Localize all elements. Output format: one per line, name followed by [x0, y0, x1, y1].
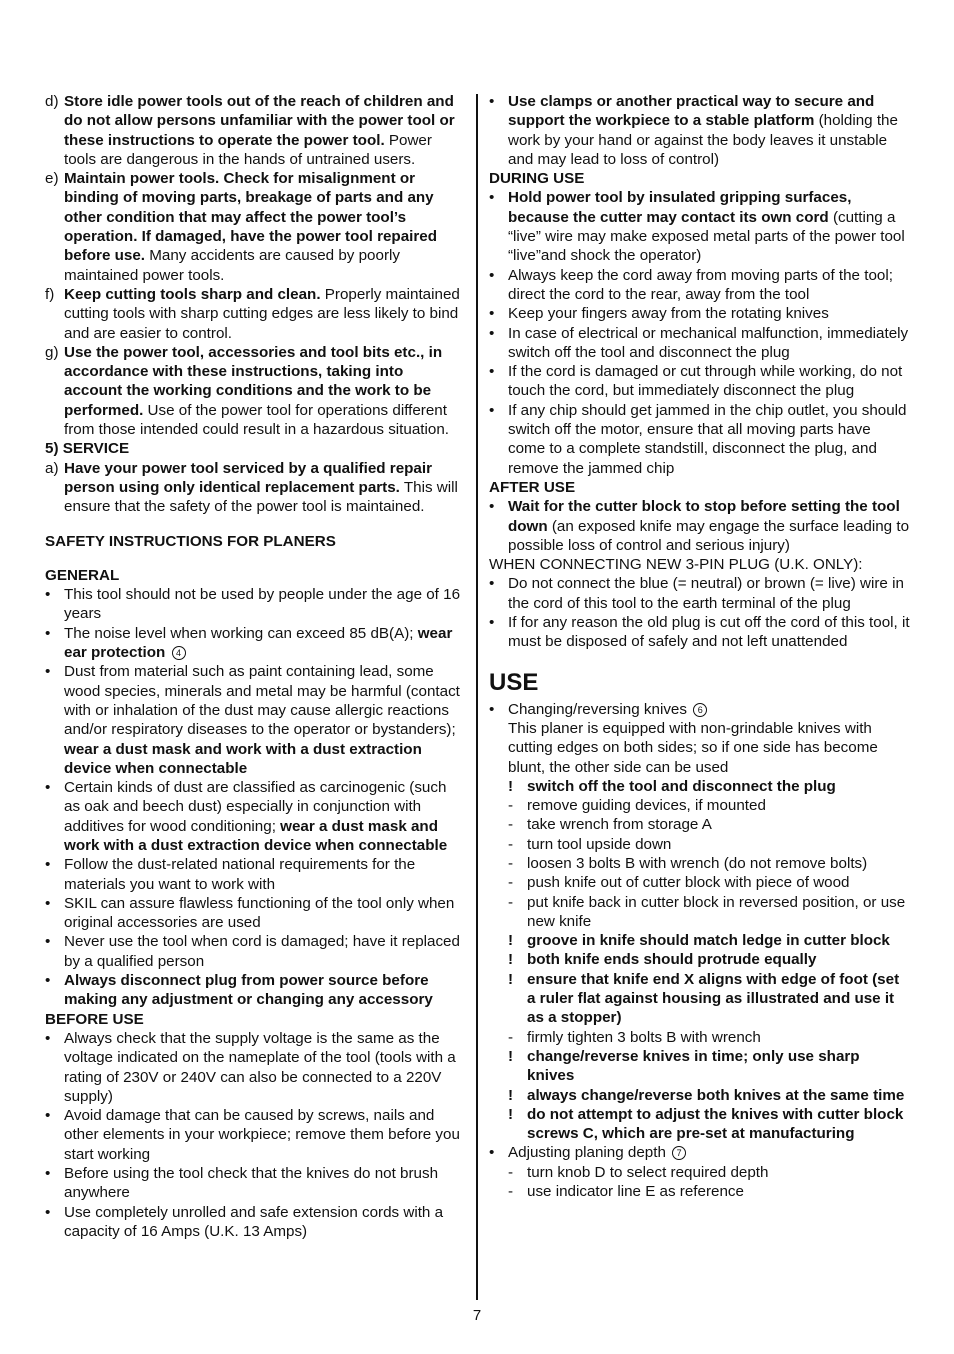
- list-item-a: a) Have your power tool serviced by a qualified repair person using only identical replacement parts. This will ensure that the safety of the power tool is maintained.: [45, 459, 458, 516]
- figure-ref-icon: 6: [693, 703, 707, 717]
- list-item: • Certain kinds of dust are classified as carcinogenic (such as oak and beech dust) especially in conjunction with additives for wood conditioning; wear a dust mask and work with a dust extraction device when connectable: [45, 779, 448, 854]
- list-item: • Always check that the supply voltage is the same as the voltage indicated on the nameplate of the tool (tools with a rating of 230V or 240V can also be connected to a 220V supply): [45, 1029, 456, 1105]
- list-item: • Use clamps or another practical way to secure and support the workpiece to a stable platform (holding the work by your hand or against the body leaves it unstable and may lead to loss of control): [489, 93, 898, 168]
- list-item: • Keep your fingers away from the rotating knives: [489, 305, 829, 323]
- list-item: • If the cord is damaged or cut through while working, do not touch the cord, but immediately disconnect the plug: [489, 363, 903, 400]
- column-divider: [476, 94, 478, 1300]
- list-item-g: g) Use the power tool, accessories and tool bits etc., in accordance with these instructions, taking into account the working conditions and the work to be performed. Use of the power tool for operations different from those intended could result in a hazardous situation.: [45, 343, 449, 439]
- list-item: • The noise level when working can exceed 85 dB(A); wear ear protection 4: [45, 624, 453, 662]
- warning-step: ! change/reverse knives in time; only use sharp knives: [508, 1047, 860, 1085]
- list-item: • Always disconnect plug from power source before making any adjustment or changing any accessory: [45, 972, 433, 1009]
- step-item: - take wrench from storage A: [508, 816, 712, 834]
- warning-step: ! always change/reverse both knives at the same time: [508, 1086, 905, 1104]
- list-item: • In case of electrical or mechanical malfunction, immediately switch off the tool and disconnect the plug: [489, 324, 909, 361]
- step-item: - use indicator line E as reference: [508, 1183, 744, 1201]
- list-item-e: e) Maintain power tools. Check for misalignment or binding of moving parts, breakage of parts and any other condition that may affect the power tool’s operation. If damaged, have the power tool repaired before use. Many accidents are caused by poorly maintained power tools.: [45, 170, 438, 284]
- service-heading: 5) SERVICE: [45, 440, 130, 458]
- knife-steps: [489, 777, 911, 1144]
- list-item: • This tool should not be used by people under the age of 16 years: [45, 586, 461, 623]
- step-item: - loosen 3 bolts B with wrench (do not remove bolts): [508, 854, 868, 872]
- list-item: • Dust from material such as paint containing lead, some wood species, minerals and metal may be harmful (contact with or inhalation of the dust may cause allergic reactions and/or respiratory diseases to the operator or bystanders); wear a dust mask and work with a dust extraction device when connectable: [45, 663, 460, 777]
- list-item: • Do not connect the blue (= neutral) or brown (= live) wire in the cord of this tool to the earth terminal of the plug: [489, 575, 904, 612]
- plug-heading: WHEN CONNECTING NEW 3-PIN PLUG (U.K. ONLY):: [489, 556, 863, 574]
- list-item: • If for any reason the old plug is cut off the cord of this tool, it must be disposed of safely and not left unattended: [489, 614, 910, 651]
- during-use-heading: DURING USE: [489, 170, 585, 188]
- step-item: - turn knob D to select required depth: [508, 1163, 769, 1181]
- list-item: • Never use the tool when cord is damaged; have it replaced by a qualified person: [45, 933, 460, 970]
- list-item-f: f) Keep cutting tools sharp and clean. Properly maintained cutting tools with sharp cutting edges are less likely to bind and are easier to control.: [45, 285, 460, 342]
- step-item: - turn tool upside down: [508, 835, 672, 853]
- list-item: • Avoid damage that can be caused by screws, nails and other elements in your workpiece; remove them before you start working: [45, 1107, 460, 1163]
- figure-ref-icon: 7: [672, 1146, 686, 1160]
- general-heading: GENERAL: [45, 566, 120, 584]
- left-column: [45, 92, 465, 1241]
- warning-step: ! groove in knife should match ledge in cutter block: [508, 932, 890, 950]
- use-heading: USE: [489, 668, 539, 696]
- figure-ref-icon: 4: [172, 646, 186, 660]
- warning-step: ! both knife ends should protrude equally: [508, 951, 817, 969]
- list-item: • Wait for the cutter block to stop before setting the tool down (an exposed knife may engage the surface leading to possible loss of control and serious injury): [489, 498, 910, 554]
- step-item: - push knife out of cutter block with piece of wood: [508, 874, 850, 892]
- list-item: • Follow the dust-related national requirements for the materials you want to work with: [45, 856, 416, 893]
- list-item: • Hold power tool by insulated gripping surfaces, because the cutter may contact its own cord (cutting a “live” wire may make exposed metal parts of the power tool “live”and shock the operator): [489, 189, 905, 265]
- list-item: • Adjusting planing depth 7: [489, 1143, 911, 1162]
- list-item: • Before using the tool check that the knives do not brush anywhere: [45, 1165, 439, 1202]
- knives-description: This planer is equipped with non-grindable knives with cutting edges on both sides; so if one side has become blunt, the other side can be used: [508, 719, 878, 776]
- warning-step: ! do not attempt to adjust the knives with cutter block screws C, which are pre-set at manufacturing: [508, 1105, 904, 1143]
- warning-step: ! switch off the tool and disconnect the plug: [508, 777, 836, 795]
- right-column: [489, 92, 911, 1201]
- step-item: - put knife back in cutter block in reversed position, or use new knife: [508, 893, 906, 930]
- step-item: - remove guiding devices, if mounted: [508, 797, 766, 815]
- list-item: • Changing/reversing knives 6: [489, 700, 911, 719]
- step-item: - firmly tighten 3 bolts B with wrench: [508, 1028, 761, 1046]
- warning-step: ! ensure that knife end X aligns with edge of foot (set a ruler flat against housing as illustrated and use it as a stopper): [508, 970, 900, 1027]
- before-use-heading: BEFORE USE: [45, 1010, 144, 1028]
- list-item: • Use completely unrolled and safe extension cords with a capacity of 16 Amps (U.K. 13 Amps): [45, 1203, 444, 1240]
- list-item: • If any chip should get jammed in the chip outlet, you should switch off the motor, ensure that all moving parts have come to a complete standstill, disconnect the plug, and remove the jammed chip: [489, 401, 907, 477]
- list-item: • Always keep the cord away from moving parts of the tool; direct the cord to the rear, away from the tool: [489, 266, 893, 303]
- planers-heading: SAFETY INSTRUCTIONS FOR PLANERS: [45, 532, 336, 550]
- depth-steps: [489, 1163, 911, 1202]
- after-use-heading: AFTER USE: [489, 478, 576, 496]
- list-item-d: d) Store idle power tools out of the reach of children and do not allow persons unfamiliar with the power tool or these instructions to operate the power tool. Power tools are dangerous in the hands of untrained users.: [45, 93, 455, 168]
- list-item: • SKIL can assure flawless functioning of the tool only when original accessories are used: [45, 894, 455, 932]
- page-number: 7: [472, 1307, 482, 1324]
